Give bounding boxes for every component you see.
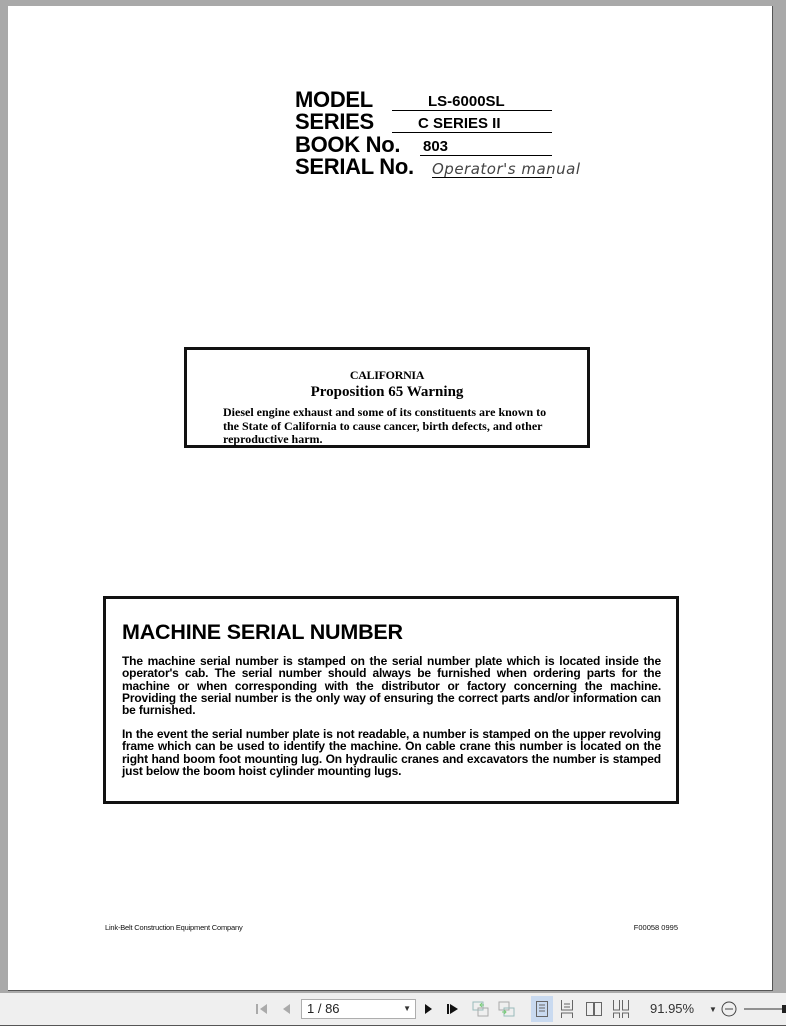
model-value: LS-6000SL [392, 94, 552, 111]
last-page-button[interactable] [443, 993, 463, 1025]
next-view-button[interactable] [496, 993, 518, 1025]
page-indicator: 1 / 86 [307, 1001, 340, 1016]
zoom-level[interactable]: 91.95% [650, 1001, 695, 1016]
serial-box-title: MACHINE SERIAL NUMBER [122, 620, 403, 644]
prop65-warning-box [184, 347, 590, 448]
facing-view-button[interactable] [582, 993, 606, 1025]
previous-view-icon [472, 1000, 490, 1018]
first-page-icon [255, 1002, 269, 1016]
next-page-icon [423, 1002, 435, 1016]
continuous-icon [561, 1000, 573, 1018]
single-page-icon [536, 1001, 548, 1017]
machine-serial-number-box [103, 596, 679, 804]
prop65-body: Diesel engine exhaust and some of its constituents are known to the State of California to cause cancer, birth defects, and other reproductive harm. [223, 405, 547, 446]
serial-value-handwritten: Operator's manual [432, 160, 581, 178]
previous-page-button[interactable] [276, 993, 296, 1025]
serial-box-paragraph-1: The machine serial number is stamped on the serial number plate which is located inside the operator's cab. The serial number should always be furnished when ordering parts for the machine or when corresponding with the distributor or factory concerning the machine. Providing the serial number is the only way of ensuring the correct parts and/or information can be furnished. [122, 654, 661, 718]
serial-label: SERIAL No. [295, 154, 414, 179]
first-page-button[interactable] [252, 993, 272, 1025]
continuous-facing-view-button[interactable] [609, 993, 633, 1025]
page-dropdown-icon[interactable]: ▼ [403, 1004, 411, 1013]
serial-box-paragraph-2: In the event the serial number plate is not readable, a number is stamped on the upper revolving frame which can be used to identify the machine. On cable crane this number is located on the right hand boom foot mounting lug. On hydraulic cranes and excavators the number is stamped just below the boom hoist cylinder mounting lugs. [122, 727, 661, 778]
series-label: SERIES [295, 109, 374, 134]
facing-icon [586, 1002, 602, 1016]
continuous-facing-icon [613, 1000, 629, 1018]
footer-company: Link-Belt Construction Equipment Company [105, 923, 243, 932]
page-number-input[interactable] [301, 999, 416, 1019]
previous-view-button[interactable] [470, 993, 492, 1025]
zoom-slider[interactable] [742, 993, 786, 1025]
next-page-button[interactable] [420, 993, 438, 1025]
continuous-view-button[interactable] [557, 993, 577, 1025]
book-label: BOOK No. [295, 131, 401, 157]
book-value: 803 [420, 139, 552, 156]
previous-page-icon [280, 1002, 292, 1016]
document-header [295, 86, 581, 179]
footer-code: F00058 0995 [633, 923, 678, 932]
document-page [8, 6, 773, 991]
model-label: MODEL [295, 86, 373, 112]
last-page-icon [446, 1002, 460, 1016]
zoom-dropdown-icon[interactable]: ▼ [709, 1004, 717, 1014]
zoom-out-icon [721, 1001, 737, 1017]
zoom-out-button[interactable] [720, 993, 738, 1025]
series-value: C SERIES II [392, 116, 552, 133]
single-page-view-button[interactable] [531, 996, 553, 1022]
prop65-title: Proposition 65 Warning [310, 384, 464, 400]
viewer-toolbar [0, 993, 786, 1026]
next-view-icon [498, 1000, 516, 1018]
prop65-state: CALIFORNIA [349, 368, 425, 382]
zoom-slider-track-icon [742, 1003, 786, 1015]
